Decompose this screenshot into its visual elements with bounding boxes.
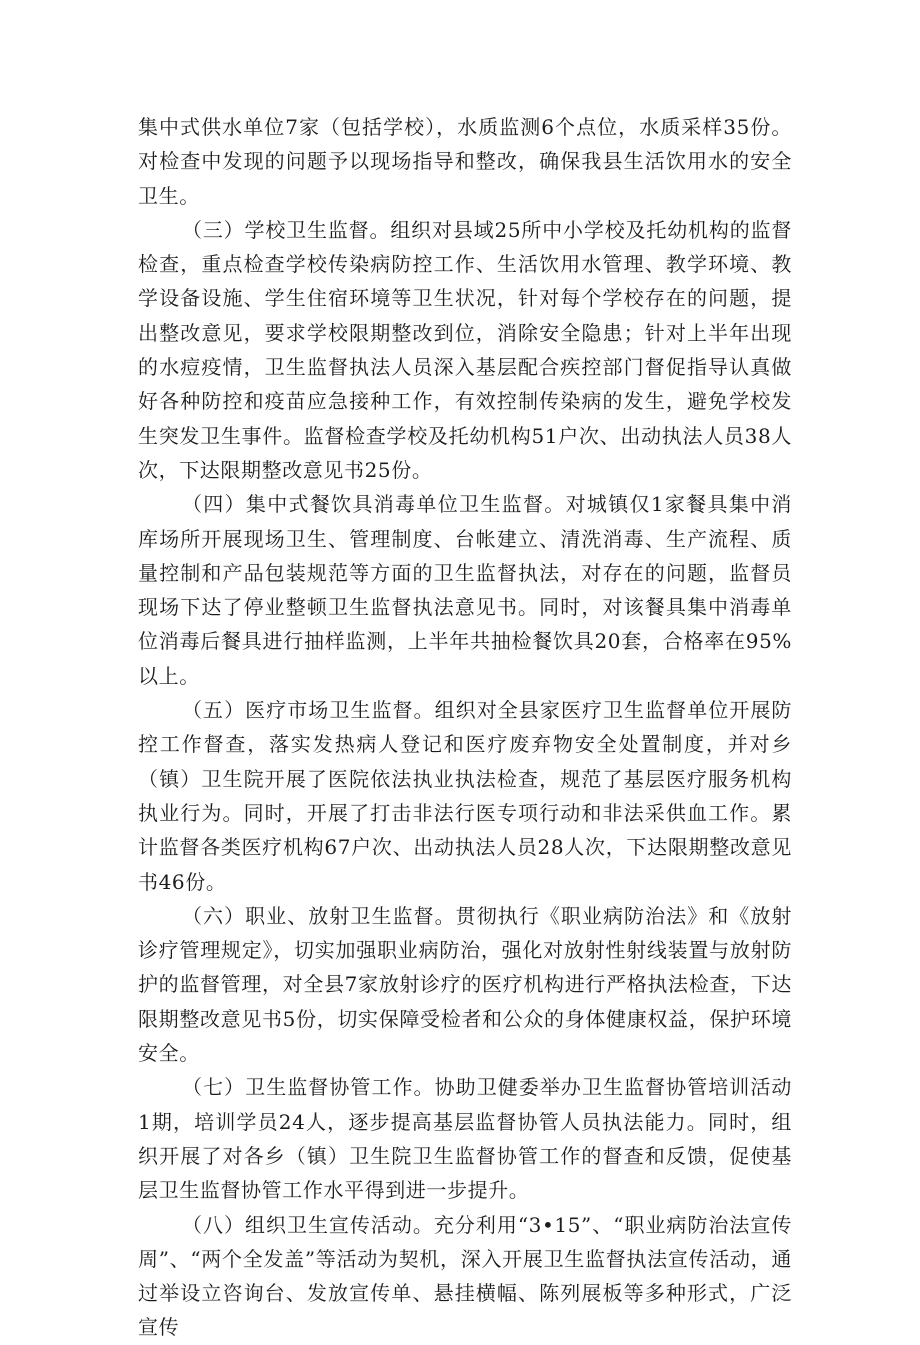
paragraph-medical-market: （五）医疗市场卫生监督。组织对全县家医疗卫生监督单位开展防控工作督查，落实发热病人登记和医疗废弃物安全处置制度，并对乡（镇）卫生院开展了医院依法执业执法检查，规范了基层医疗服务机构执业行为。同时，开展了打击非法行医专项行动和非法采供血工作。累计监督各类医疗机构67户次、出动执法人员28人次，下达限期整改意见书46份。 [138, 698, 792, 894]
paragraph-water-supply-continued: 集中式供水单位7家（包括学校），水质监测6个点位，水质采样35份。对检查中发现的问题予以现场指导和整改，确保我县生活饮用水的安全卫生。 [138, 115, 792, 208]
paragraph-publicity-activities: （八）组织卫生宣传活动。充分利用“3•15”、“职业病防治法宣传周”、“两个全发盖”等活动为契机，深入开展卫生监督执法宣传活动，通过举设立咨询台、发放宣传单、悬挂横幅、陈列展板等多种形式，广泛宣传 [138, 1212, 792, 1340]
paragraph-school-hygiene: （三）学校卫生监督。组织对县域25所中小学校及托幼机构的监督检查，重点检查学校传染病防控工作、生活饮用水管理、教学环境、教学设备设施、学生住宿环境等卫生状况，针对每个学校存在的问题，提出整改意见，要求学校限期整改到位，消除安全隐患；针对上半年出现的水痘疫情，卫生监督执法人员深入基层配合疾控部门督促指导认真做好各种防控和疫苗应急接种工作，有效控制传染病的发生，避免学校发生突发卫生事件。监督检查学校及托幼机构51户次、出动执法人员38人次，下达限期整改意见书25份。 [138, 217, 792, 482]
paragraph-occupational-radiation: （六）职业、放射卫生监督。贯彻执行《职业病防治法》和《放射诊疗管理规定》，切实加强职业病防治，强化对放射性射线装置与放射防护的监督管理，对全县7家放射诊疗的医疗机构进行严格执法检查，下达限期整改意见书5份，切实保障受检者和公众的身体健康权益，保护环境安全。 [138, 903, 792, 1066]
paragraph-tableware-disinfection: （四）集中式餐饮具消毒单位卫生监督。对城镇仅1家餐具集中消库场所开展现场卫生、管理制度、台帐建立、清洗消毒、生产流程、质量控制和产品包装规范等方面的卫生监督执法，对存在的问题，监督员现场下达了停业整顿卫生监督执法意见书。同时，对该餐具集中消毒单位消毒后餐具进行抽样监测，上半年共抽检餐饮具20套，合格率在95%以上。 [138, 492, 792, 688]
document-body [138, 110, 792, 1345]
paragraph-supervision-coordination: （七）卫生监督协管工作。协助卫健委举办卫生监督协管培训活动1期，培训学员24人，逐步提高基层监督协管人员执法能力。同时，组织开展了对各乡（镇）卫生院卫生监督协管工作的督查和反馈，促使基层卫生监督协管工作水平得到进一步提升。 [138, 1075, 792, 1203]
